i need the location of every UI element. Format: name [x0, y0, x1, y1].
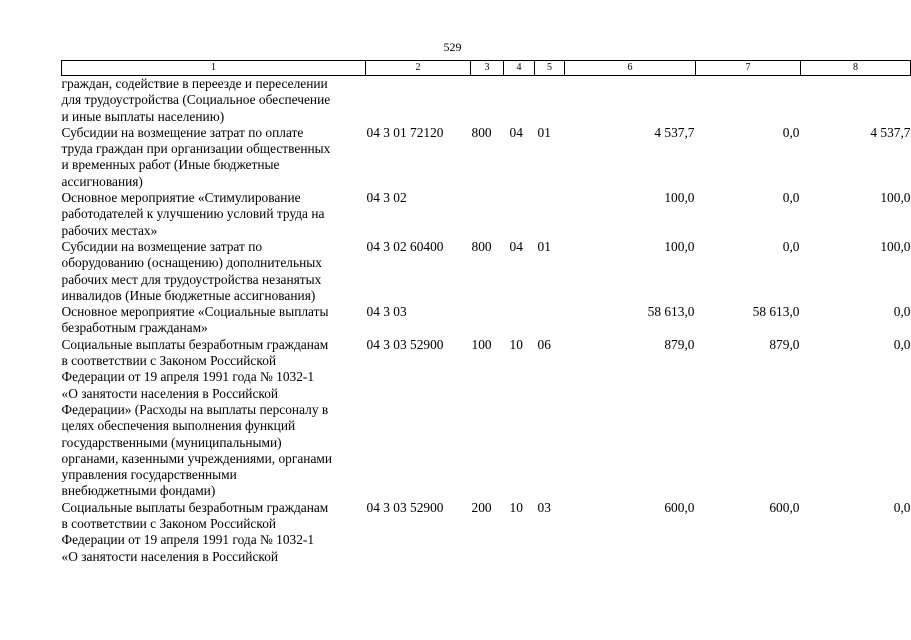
row-name — [62, 125, 366, 190]
row-name-line: рабочих местах» — [61, 222, 158, 238]
row-value-col8: 0,0 — [893, 336, 911, 352]
table-row — [62, 76, 911, 125]
row-value-col7: 600,0 — [769, 499, 800, 515]
row-name-line: безработным гражданам» — [61, 320, 208, 336]
table-row — [62, 125, 911, 190]
row-name-line: целях обеспечения выполнения функций — [61, 418, 296, 434]
row-expense-type: 800 — [471, 124, 492, 140]
row-name-line: Основное мероприятие «Стимулирование — [61, 190, 301, 206]
row-value-col6: 100,0 — [664, 190, 695, 206]
row-name-line: Основное мероприятие «Социальные выплаты — [61, 304, 329, 320]
row-name-line: Федерации от 19 апреля 1991 года № 1032-1 — [61, 532, 315, 548]
row-value-col8: 0,0 — [893, 499, 911, 515]
table-row — [62, 337, 911, 500]
row-name-line: в соответствии с Законом Российской — [61, 516, 277, 532]
row-section: 10 — [509, 336, 523, 352]
row-value-col8: 100,0 — [880, 190, 911, 206]
budget-table — [61, 60, 911, 565]
row-section: 04 — [509, 238, 523, 254]
row-name-line: Социальные выплаты безработным гражданам — [61, 336, 329, 352]
row-name — [62, 304, 366, 337]
row-name-line: рабочих мест для трудоустройства незанятых — [61, 271, 322, 287]
row-value-col8: 4 537,7 — [870, 124, 911, 140]
row-value-col7: 879,0 — [769, 336, 800, 352]
column-header-8: 8 — [801, 61, 911, 76]
row-value-col8: 0,0 — [893, 304, 911, 320]
column-header-5: 5 — [535, 61, 565, 76]
column-header-4: 4 — [504, 61, 535, 76]
row-value-col6: 879,0 — [664, 336, 695, 352]
column-header-3: 3 — [471, 61, 504, 76]
row-target-code: 04 3 02 — [366, 190, 407, 206]
row-section: 10 — [509, 499, 523, 515]
row-name-line: труда граждан при организации общественных — [61, 141, 331, 157]
row-target-code: 04 3 03 — [366, 304, 407, 320]
row-name — [62, 190, 366, 239]
row-target-code: 04 3 01 72120 — [366, 124, 444, 140]
table-row — [62, 500, 911, 565]
row-value-col6: 100,0 — [664, 238, 695, 254]
row-value-col8 — [801, 76, 911, 125]
page-number: 529 — [443, 40, 462, 54]
row-section: 04 — [509, 124, 523, 140]
row-section — [504, 304, 535, 337]
row-subsection: 03 — [537, 499, 551, 515]
row-name-line: внебюджетными фондами) — [61, 483, 216, 499]
table-header — [62, 61, 911, 76]
row-value-col7: 58 613,0 — [752, 304, 800, 320]
row-name-line: в соответствии с Законом Российской — [61, 353, 277, 369]
row-subsection — [535, 190, 565, 239]
row-value-col7 — [696, 76, 801, 125]
row-expense-type: 800 — [471, 238, 492, 254]
row-expense-type — [471, 304, 504, 337]
row-name-line: Субсидии на возмещение затрат по оплате — [61, 124, 304, 140]
row-subsection — [535, 76, 565, 125]
row-name-line: и иные выплаты населению) — [61, 108, 225, 124]
table-row — [62, 190, 911, 239]
table-body — [62, 76, 911, 565]
row-value-col6: 58 613,0 — [647, 304, 695, 320]
row-target-code — [366, 76, 471, 125]
row-name — [62, 337, 366, 500]
row-name-line: государственными (муниципальными) — [61, 434, 282, 450]
row-name-line: «О занятости населения в Российской — [61, 385, 279, 401]
row-expense-type: 200 — [471, 499, 492, 515]
row-subsection — [535, 304, 565, 337]
row-target-code: 04 3 03 52900 — [366, 499, 444, 515]
table-row — [62, 239, 911, 304]
row-name-line: управления государственными — [61, 467, 237, 483]
row-expense-type: 100 — [471, 336, 492, 352]
row-name-line: Социальные выплаты безработным гражданам — [61, 499, 329, 515]
row-name-line: оборудованию (оснащению) дополнительных — [61, 255, 322, 271]
row-target-code: 04 3 02 60400 — [366, 238, 444, 254]
row-subsection: 01 — [537, 238, 551, 254]
row-expense-type — [471, 190, 504, 239]
row-name-line: органами, казенными учреждениями, органами — [61, 450, 333, 466]
row-name-line: граждан, содействие в переезде и переселении — [61, 76, 328, 91]
row-name-line: Федерации от 19 апреля 1991 года № 1032-1 — [61, 369, 315, 385]
row-name — [62, 76, 366, 125]
row-value-col6: 600,0 — [664, 499, 695, 515]
row-subsection: 01 — [537, 124, 551, 140]
row-value-col6: 4 537,7 — [654, 124, 695, 140]
row-name-line: ассигнования) — [61, 173, 143, 189]
column-header-2: 2 — [366, 61, 471, 76]
row-value-col8: 100,0 — [880, 238, 911, 254]
row-name — [62, 239, 366, 304]
row-value-col7: 0,0 — [782, 238, 800, 254]
row-section — [504, 190, 535, 239]
column-header-7: 7 — [696, 61, 801, 76]
table-row — [62, 304, 911, 337]
row-value-col7: 0,0 — [782, 124, 800, 140]
row-target-code: 04 3 03 52900 — [366, 336, 444, 352]
row-name-line: и временных работ (Иные бюджетные — [61, 157, 280, 173]
row-name-line: Субсидии на возмещение затрат по — [61, 238, 263, 254]
row-section — [504, 76, 535, 125]
column-header-1: 1 — [62, 61, 366, 76]
row-subsection: 06 — [537, 336, 551, 352]
column-header-6: 6 — [565, 61, 696, 76]
row-name-line: Федерации» (Расходы на выплаты персоналу в — [61, 401, 329, 417]
row-name-line: инвалидов (Иные бюджетные ассигнования) — [61, 287, 316, 303]
row-name-line: для трудоустройства (Социальное обеспечение — [61, 92, 331, 108]
row-expense-type — [471, 76, 504, 125]
row-value-col6 — [565, 76, 696, 125]
row-name-line: работодателей к улучшению условий труда на — [61, 206, 325, 222]
row-value-col7: 0,0 — [782, 190, 800, 206]
row-name — [62, 500, 366, 565]
row-name-line: «О занятости населения в Российской — [61, 548, 279, 564]
